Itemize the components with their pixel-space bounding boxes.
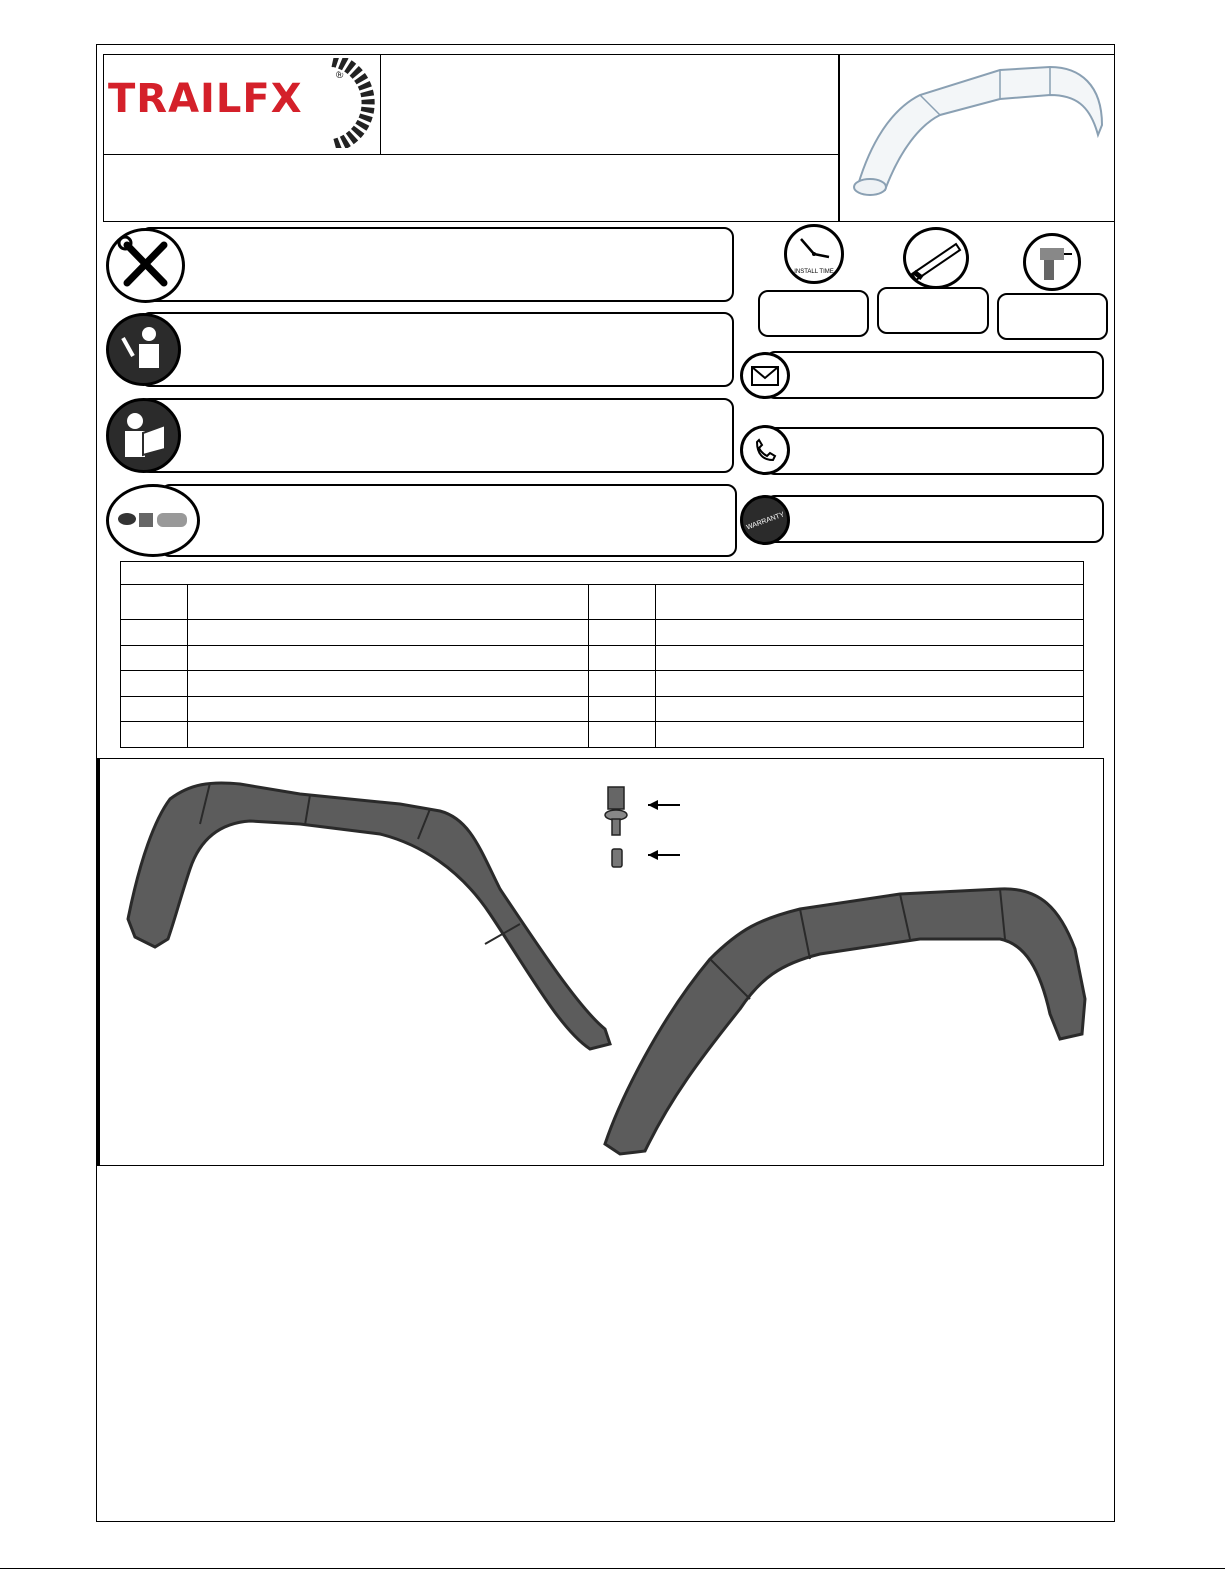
instructions-info-box	[140, 312, 734, 387]
table-row	[121, 671, 1084, 697]
table-row	[121, 645, 1084, 671]
parts-table-title-row	[121, 562, 1084, 585]
reading-manual-icon	[106, 398, 181, 473]
tire-icon	[278, 58, 378, 148]
footer-rule	[0, 1568, 1225, 1569]
well-nut-hardware-image	[612, 849, 622, 867]
logo-divider	[380, 54, 381, 154]
warranty-box	[765, 495, 1104, 543]
header-divider	[103, 154, 839, 155]
manual-info-box	[140, 398, 734, 473]
saw-icon	[903, 227, 969, 289]
phone-box	[765, 427, 1104, 475]
clock-label: INSTALL TIME	[794, 269, 834, 275]
pointer-arrow-icon	[648, 800, 680, 810]
drill-box	[997, 293, 1108, 340]
instructions-icon	[106, 313, 181, 386]
parts-table-header-row	[121, 585, 1084, 620]
parts-illustration-box	[97, 758, 1104, 1166]
warranty-label: WARRANTY	[745, 511, 786, 532]
hardware-icon	[106, 484, 200, 557]
pointer-arrow-icon	[648, 850, 680, 860]
drill-icon	[1023, 233, 1081, 291]
right-fender-flare-image	[605, 889, 1085, 1154]
logo-text: TRAILFX	[108, 76, 303, 122]
install-time-box	[758, 290, 869, 337]
clock-icon	[784, 224, 844, 284]
hardware-info-box	[160, 484, 737, 557]
phone-icon	[740, 425, 790, 475]
logo	[108, 62, 378, 150]
table-row	[121, 620, 1084, 646]
saw-box	[877, 287, 989, 334]
logo-registered-mark: ®	[336, 70, 344, 81]
parts-table	[120, 561, 1084, 748]
product-image-box	[839, 54, 1115, 222]
warranty-icon	[740, 495, 790, 545]
tools-icon	[106, 228, 185, 303]
bolt-hardware-image	[605, 787, 627, 835]
table-row	[121, 696, 1084, 722]
fender-flare-outline-image	[840, 55, 1112, 219]
table-row	[121, 722, 1084, 748]
tools-info-box	[140, 227, 734, 302]
left-fender-flare-image	[128, 783, 610, 1049]
email-icon	[740, 352, 790, 399]
email-box	[765, 351, 1104, 399]
